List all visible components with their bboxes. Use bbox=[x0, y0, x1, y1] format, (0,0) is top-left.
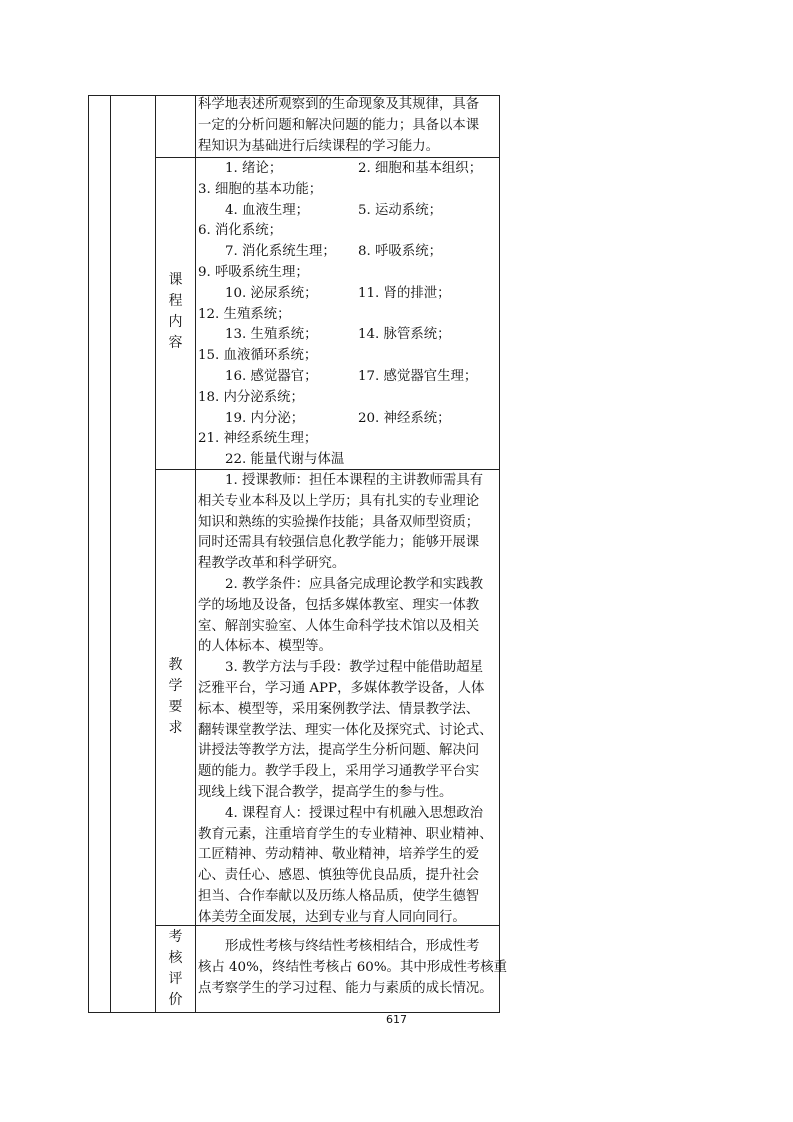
text-left: 3. 教学方法与手段：教学过程中能借助超星 bbox=[225, 660, 484, 676]
text-line bbox=[198, 741, 498, 762]
text-line bbox=[198, 783, 498, 804]
assessment-label: 考核评价 bbox=[168, 929, 183, 1008]
text-left: 7. 消化系统生理； bbox=[225, 244, 336, 260]
text-left: 教育元素，注重培育学生的专业精神、职业精神、 bbox=[198, 826, 493, 842]
text-left: 知识和熟练的实验操作技能；具备双师型资质； bbox=[198, 514, 480, 530]
text-left: 泛雅平台，学习通 APP，多媒体教学设备，人体 bbox=[198, 680, 485, 696]
text-line bbox=[198, 825, 498, 846]
text-line bbox=[198, 908, 498, 929]
text-line bbox=[198, 979, 498, 1000]
text-left: 21. 神经系统生理； bbox=[198, 431, 318, 447]
text-line bbox=[198, 450, 498, 471]
text-right: 17. 感觉器官生理； bbox=[358, 368, 478, 384]
text-left: 6. 消化系统； bbox=[198, 223, 282, 239]
text-left: 担当、合作奉献以及历练人格品质，使学生德智 bbox=[198, 888, 480, 904]
text-left: 工匠精神、劳动精神、敬业精神，培养学生的爱 bbox=[198, 847, 480, 863]
text-line bbox=[198, 575, 498, 596]
course-content-label: 课程内容 bbox=[168, 272, 183, 351]
text-right: 5. 运动系统； bbox=[358, 202, 442, 218]
text-left: 18. 内分泌系统； bbox=[198, 389, 304, 405]
text-right: 20. 神经系统； bbox=[358, 410, 451, 426]
text-left: 19. 内分泌； bbox=[225, 410, 305, 426]
text-left: 4. 课程育人：授课过程中有机融入思想政治 bbox=[225, 805, 484, 821]
text-line bbox=[198, 804, 498, 825]
text-left: 讲授法等教学方法，提高学生分析问题、解决问 bbox=[198, 743, 480, 759]
text-left: 室、解剖实验室、人体生命科学技术馆以及相关 bbox=[198, 618, 480, 634]
text-left: 1. 绪论； bbox=[225, 161, 283, 176]
text-line bbox=[198, 937, 498, 958]
text-left: 4. 血液生理； bbox=[225, 202, 309, 218]
text-line bbox=[198, 887, 498, 908]
text-line bbox=[198, 533, 498, 554]
text-line bbox=[198, 471, 498, 492]
text-line bbox=[198, 617, 498, 638]
text-line bbox=[198, 679, 498, 700]
text-left: 12. 生殖系统； bbox=[198, 306, 291, 322]
text-left: 标本、模型等，采用案例教学法、情景教学法、 bbox=[198, 701, 480, 717]
text-line bbox=[198, 513, 498, 534]
text-right: 2. 细胞和基本组织； bbox=[358, 161, 483, 176]
text-line bbox=[198, 866, 498, 887]
text-left: 体美劳全面发展，达到专业与育人同向同行。 bbox=[198, 909, 466, 925]
text-left: 题的能力。教学手段上，采用学习通教学平台实 bbox=[198, 764, 480, 780]
column-divider bbox=[195, 95, 196, 1013]
text-left: 15. 血液循环系统； bbox=[198, 348, 318, 364]
text-left: 现线上线下混合教学，提高学生的参与性。 bbox=[198, 784, 453, 800]
text-line bbox=[198, 845, 498, 866]
text-left: 2. 教学条件：应具备完成理论教学和实践教 bbox=[225, 576, 484, 592]
text-line: 一定的分析问题和解决问题的能力；具备以本课 bbox=[198, 117, 480, 133]
text-line bbox=[198, 429, 498, 450]
column-divider bbox=[155, 95, 156, 1013]
text-line bbox=[198, 180, 498, 201]
text-left: 9. 呼吸系统生理； bbox=[198, 264, 309, 280]
text-right: 14. 脉管系统； bbox=[358, 327, 451, 343]
text-left: 点考察学生的学习过程、能力与素质的成长情况。 bbox=[198, 980, 493, 996]
text-right: 8. 呼吸系统； bbox=[358, 244, 442, 260]
text-line bbox=[198, 637, 498, 658]
text-left: 13. 生殖系统； bbox=[225, 327, 318, 343]
page-number: 617 bbox=[386, 1013, 407, 1026]
table-border-right bbox=[499, 95, 500, 1013]
text-line bbox=[198, 388, 498, 409]
course-content-cell bbox=[198, 159, 498, 471]
text-line bbox=[198, 658, 498, 679]
text-left: 核占 40%，终结性考核占 60%。其中形成性考核重 bbox=[198, 959, 508, 975]
text-line bbox=[198, 409, 498, 430]
text-line bbox=[198, 159, 498, 180]
text-line bbox=[198, 721, 498, 742]
teaching-requirements-cell bbox=[198, 471, 498, 929]
text-line bbox=[198, 762, 498, 783]
column-divider bbox=[110, 95, 111, 1013]
text-left: 心、责任心、感恩、慎独等优良品质，提升社会 bbox=[198, 868, 480, 884]
text-line: 科学地表述所观察到的生命现象及其规律，具备 bbox=[198, 97, 480, 112]
text-line bbox=[198, 492, 498, 513]
text-left: 22. 能量代谢与体温 bbox=[225, 452, 345, 468]
text-line bbox=[198, 346, 498, 367]
assessment-cell bbox=[198, 937, 508, 999]
text-left: 同时还需具有较强信息化教学能力；能够开展课 bbox=[198, 535, 480, 551]
text-line bbox=[198, 554, 498, 575]
text-left: 16. 感觉器官； bbox=[225, 368, 318, 384]
text-right: 11. 肾的排泄； bbox=[358, 285, 451, 301]
text-line bbox=[198, 700, 498, 721]
text-line bbox=[198, 958, 508, 979]
text-line bbox=[198, 201, 498, 222]
intro-cell bbox=[198, 95, 498, 157]
text-line: 程知识为基础进行后续课程的学习能力。 bbox=[198, 138, 440, 154]
text-line bbox=[198, 221, 498, 242]
text-left: 3. 细胞的基本功能； bbox=[198, 181, 323, 197]
text-left: 形成性考核与终结性考核相结合，形成性考 bbox=[225, 939, 480, 954]
text-line bbox=[198, 596, 498, 617]
text-line bbox=[198, 305, 498, 326]
text-line bbox=[198, 325, 498, 346]
text-left: 1. 授课教师：担任本课程的主讲教师需具有 bbox=[225, 473, 484, 488]
text-line bbox=[198, 263, 498, 284]
text-left: 翻转课堂教学法、理实一体化及探究式、讨论式、 bbox=[198, 722, 493, 738]
text-left: 的人体标本、模型等。 bbox=[198, 639, 332, 655]
text-left: 程教学改革和科学研究。 bbox=[198, 556, 346, 572]
text-left: 学的场地及设备，包括多媒体教室、理实一体教 bbox=[198, 597, 480, 613]
table-border-left bbox=[88, 95, 89, 1013]
text-line bbox=[198, 242, 498, 263]
text-line bbox=[198, 284, 498, 305]
text-left: 相关专业本科及以上学历；具有扎实的专业理论 bbox=[198, 493, 480, 509]
text-line bbox=[198, 367, 498, 388]
teaching-requirements-label: 教学要求 bbox=[168, 657, 183, 736]
text-left: 10. 泌尿系统； bbox=[225, 285, 318, 301]
